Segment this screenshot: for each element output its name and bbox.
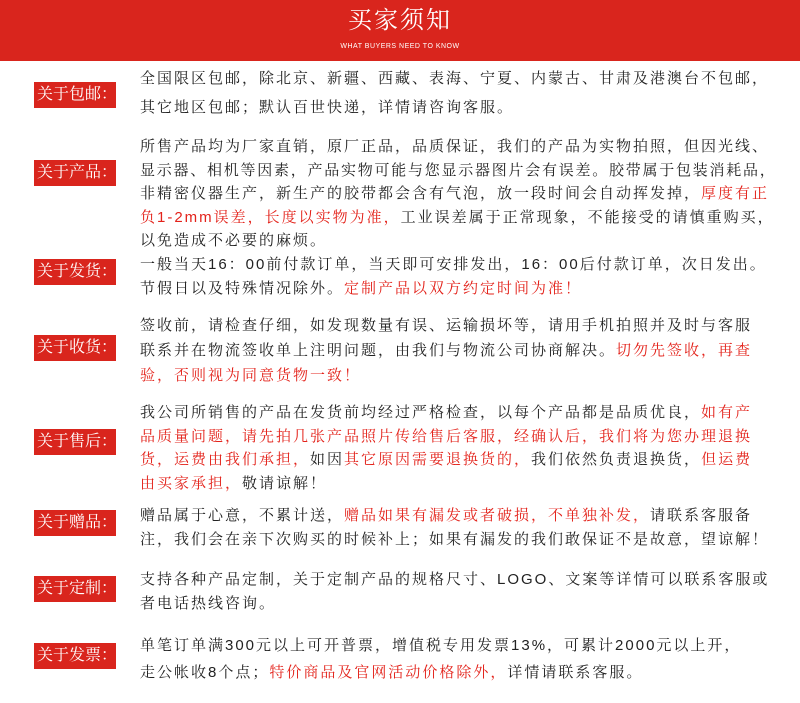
- page-title: 买家须知: [348, 7, 452, 34]
- section-text-customization: [140, 568, 785, 616]
- section-text-after-sales: [140, 401, 785, 495]
- highlighted-text: 负1-2mm误差，长度以实物为准，: [140, 208, 401, 226]
- text-segment: 如因: [310, 451, 345, 468]
- text-line: [140, 568, 769, 592]
- highlighted-text: 货，运费由我们承担，: [140, 451, 311, 468]
- text-segment: 非精密仪器生产，新生产的胶带都会含有气泡，放一段时间会自动挥发掉，: [140, 185, 702, 202]
- section-text-gifts: [140, 504, 785, 552]
- highlighted-text: 其它原因需要退换货的，: [344, 451, 532, 468]
- section-text-receiving: [140, 313, 785, 388]
- text-segment: 赠品属于心意，不累计送，: [140, 507, 345, 524]
- text-segment: 一般当天16：00前付款订单，当天即可安排发出，16：00后付款订单，次日发出。: [140, 256, 767, 273]
- text-segment: 全国限区包邮，除北京、新疆、西藏、表海、宁夏、内蒙古、甘肃及港澳台不包邮，: [140, 70, 770, 87]
- text-line: [140, 229, 327, 253]
- section-text-shipping-fee: [140, 64, 785, 122]
- text-line: [140, 472, 327, 496]
- text-line: [140, 277, 582, 301]
- text-line: [140, 659, 643, 686]
- text-segment: 敬请谅解！: [242, 474, 328, 492]
- text-segment: 签收前，请检查仔细，如发现数量有误、运输损坏等，请用手机拍照并及时与客服: [140, 317, 753, 334]
- text-segment: 请联系客服备: [650, 507, 753, 524]
- text-segment: 显示器、相机等因素，产品实物可能与您显示器图片会有误差。胶带属于包装消耗品，: [140, 161, 777, 179]
- text-segment: 联系并在物流签收单上注明问题，由我们与物流公司协商解决。: [140, 342, 617, 359]
- highlighted-text: 验，否则视为同意货物一致！: [140, 367, 362, 384]
- highlighted-text: 定制产品以双方约定时间为准！: [344, 279, 583, 297]
- section-label-product: 关于产品：: [34, 160, 116, 186]
- section-label-after-sales: 关于售后：: [34, 429, 116, 455]
- highlighted-text: 赠品如果有漏发或者破损，不单独补发，: [344, 507, 651, 524]
- text-segment: 者电话热线咨询。: [140, 595, 277, 612]
- text-line: [140, 135, 769, 159]
- section-text-delivery: [140, 253, 785, 300]
- section-label-shipping-fee: 关于包邮：: [34, 82, 116, 108]
- section-text-product: [140, 135, 785, 253]
- text-line: [140, 448, 752, 472]
- text-line: [140, 93, 514, 122]
- text-line: [140, 592, 276, 616]
- text-line: [140, 64, 769, 93]
- section-label-delivery: 关于发货：: [34, 259, 116, 285]
- section-text-invoice: [140, 632, 785, 686]
- section-label-customization: 关于定制：: [34, 576, 116, 602]
- section-label-gifts: 关于赠品：: [34, 510, 116, 536]
- text-line: [140, 401, 752, 425]
- text-segment: 走公帐收8个点；: [140, 664, 270, 681]
- highlighted-text: 切勿先签收，再查: [616, 342, 753, 359]
- highlighted-text: 特价商品及官网活动价格除外，: [269, 664, 508, 681]
- highlighted-text: 厚度有正: [701, 185, 770, 202]
- section-label-receiving: 关于收货：: [34, 335, 116, 361]
- text-line: [140, 159, 777, 183]
- section-label-invoice: 关于发票：: [34, 643, 116, 669]
- text-segment: 工业误差属于正常现象，不能接受的请慎重购买，: [400, 208, 775, 226]
- text-segment: 节假日以及特殊情况除外。: [140, 279, 345, 297]
- text-segment: 详情请联系客服。: [507, 664, 644, 681]
- text-segment: 我们依然负责退换货，: [531, 451, 702, 468]
- text-segment: 单笔订单满300元以上可开普票，增值税专用发票13%，可累计2000元以上开，: [140, 637, 742, 654]
- text-line: [140, 182, 769, 206]
- highlighted-text: 如有产: [701, 404, 753, 421]
- text-line: [140, 253, 767, 277]
- highlighted-text: 品质量问题，请先拍几张产品照片传给售后客服，经确认后，我们将为您办理退换: [140, 427, 753, 445]
- text-segment: 所售产品均为厂家直销，原厂正品，品质保证，我们的产品为实物拍照，但因光线、: [140, 138, 770, 155]
- text-segment: 我公司所销售的产品在发货前均经过严格检查，以每个产品都是品质优良，: [140, 404, 702, 421]
- text-line: [140, 363, 361, 388]
- text-line: [140, 504, 752, 528]
- text-segment: 其它地区包邮；默认百世快递，详情请咨询客服。: [140, 99, 515, 116]
- text-line: [140, 632, 741, 659]
- text-line: [140, 338, 752, 363]
- page-subtitle: WHAT BUYERS NEED TO KNOW: [340, 43, 460, 50]
- text-line: [140, 425, 752, 449]
- text-line: [140, 313, 752, 338]
- text-line: [140, 528, 769, 552]
- text-segment: 支持各种产品定制，关于定制产品的规格尺寸、LOGO、文案等详情可以联系客服或: [140, 571, 770, 588]
- text-segment: 注，我们会在亲下次购买的时候补上；如果有漏发的我们敢保证不是故意，望谅解！: [140, 531, 770, 548]
- highlighted-text: 但运费: [701, 451, 753, 468]
- header-banner: [0, 0, 800, 61]
- highlighted-text: 由买家承担，: [140, 474, 243, 492]
- text-line: [140, 206, 775, 230]
- text-segment: 以免造成不必要的麻烦。: [140, 232, 328, 249]
